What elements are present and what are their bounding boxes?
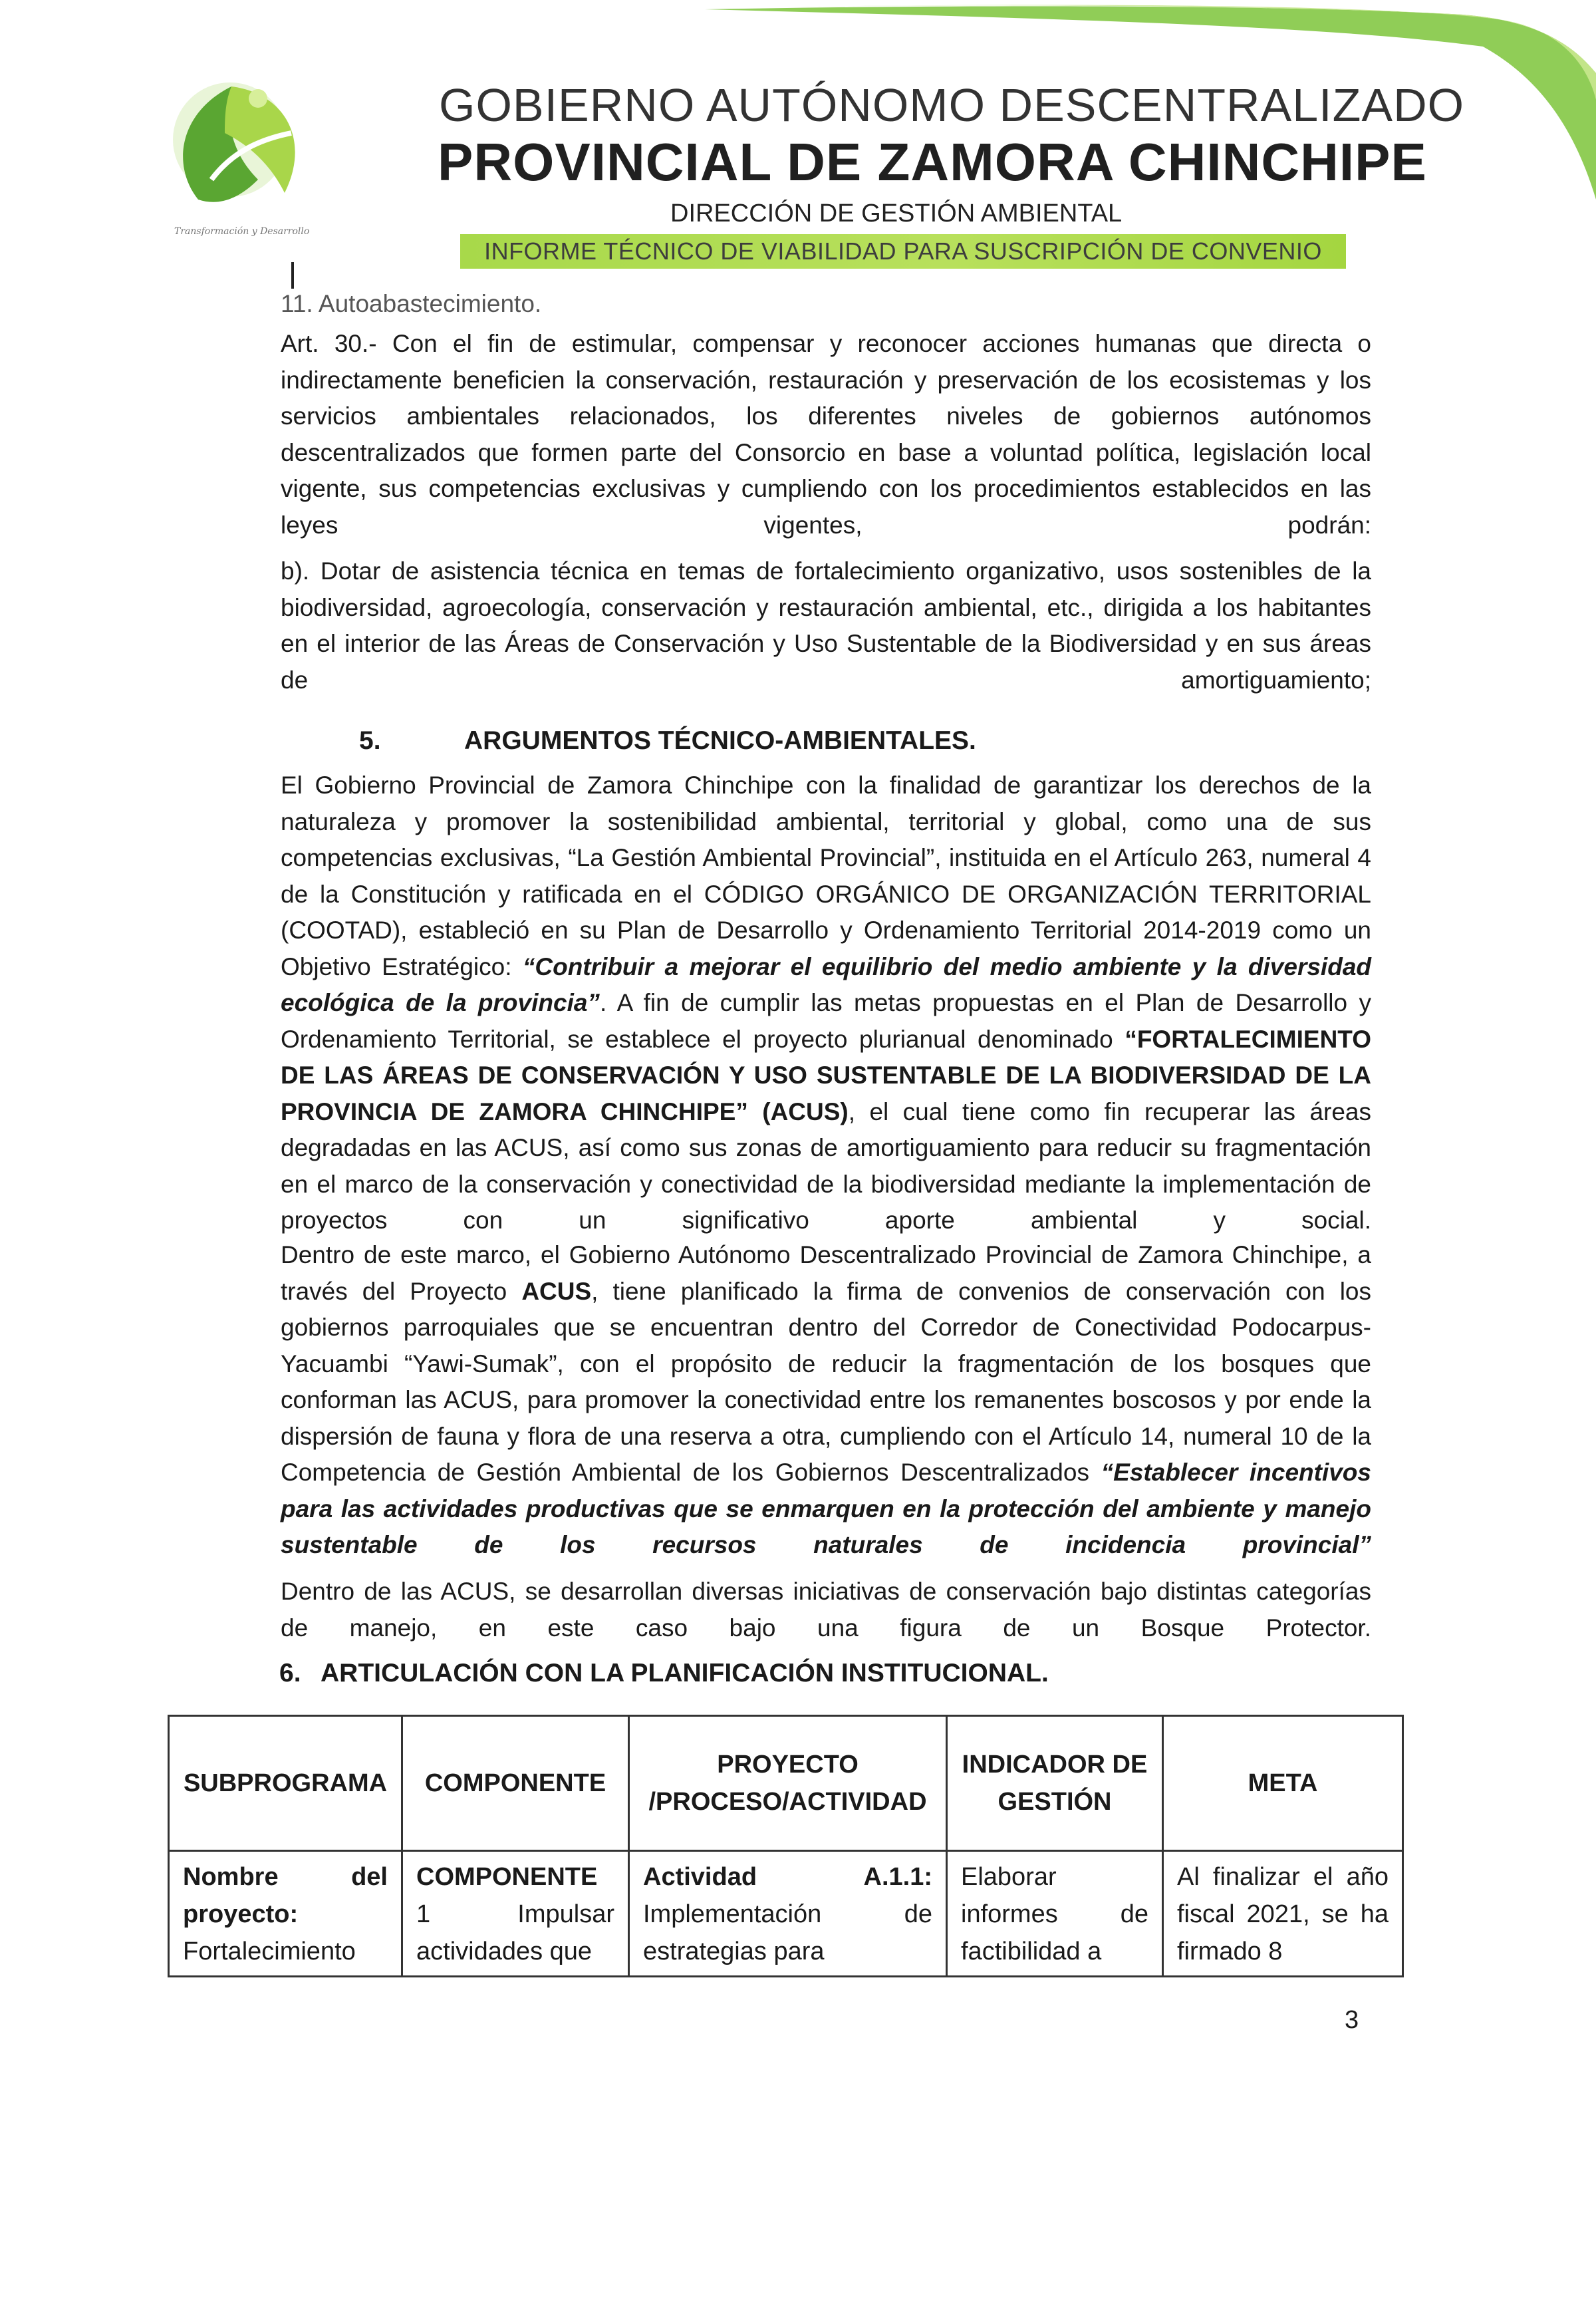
p2-text-a: Dentro de este marco, el Gobierno Autónomo Descentralizado Provincial de Zamora Chinchipe, a través del Proyecto <box>281 1241 1371 1305</box>
header-indicador: INDICADOR DE GESTIÓN <box>947 1716 1163 1851</box>
p1-text-a: El Gobierno Provincial de Zamora Chinchipe con la finalidad de garantizar los derechos de la naturaleza y promover la sostenibilidad ambiental, territorial y global, como una de sus competencias exclusivas, “La Gestión Ambiental Provincial”, instituida en el Artículo 263, numeral 4 de la Constitución y ratificada en el CÓDIGO ORGÁNICO DE ORGANIZACIÓN TERRITORIAL (COOTAD), estableció en su Plan de Desarrollo y Ordenamiento Territorial 2014-2019 como un Objetivo Estratégico: <box>281 772 1371 980</box>
cell-subprograma <box>169 1851 402 1977</box>
acus-framework-paragraph <box>281 1237 1371 1600</box>
header-direction-line: DIRECCIÓN DE GESTIÓN AMBIENTAL <box>670 200 1123 227</box>
cell-meta: Al finalizar el año fiscal 2021, se ha firmado 8 <box>1163 1851 1403 1977</box>
cell-proyecto <box>629 1851 947 1977</box>
cell-subprograma-bold: Nombre del proyecto: <box>183 1863 388 1928</box>
header-province-line: PROVINCIAL DE ZAMORA CHINCHIPE <box>438 132 1427 192</box>
p2-text-c: , tiene planificado la firma de convenios de conservación con los gobiernos parroquiales que se encuentran dentro del Corredor de Conectividad Podocarpus-Yacuambi “Yawi-Sumak”, con el propósito de reducir la fragmentación de los bosques que conforman las ACUS, para promover la conectividad entre los remanentes boscosos y por ende la dispersión de fauna y flora de una reserva a otra, cumpliendo con el Artículo 14, numeral 10 de la Competencia de Gestión Ambiental de los Gobiernos Descentralizados <box>281 1277 1371 1486</box>
header-meta: META <box>1163 1716 1403 1851</box>
p2-acus-bold: ACUS <box>521 1277 592 1305</box>
p1-strategic-objective: “Contribuir a mejorar el equilibrio del medio ambiente y la diversidad ecológica de la provincia” <box>281 952 1371 1016</box>
cell-componente-bold: COMPONENTE <box>416 1863 598 1891</box>
section-6-number: 6. <box>279 1659 301 1687</box>
provincial-leaf-logo <box>152 67 325 226</box>
report-title-banner: INFORME TÉCNICO DE VIABILIDAD PARA SUSCRIPCIÓN DE CONVENIO <box>460 234 1346 269</box>
header-government-line: GOBIERNO AUTÓNOMO DESCENTRALIZADO <box>439 79 1465 131</box>
section-6-title: ARTICULACIÓN CON LA PLANIFICACIÓN INSTITUCIONAL. <box>321 1659 1049 1687</box>
p1-project-name: “FORTALECIMIENTO DE LAS ÁREAS DE CONSERVACIÓN Y USO SUSTENTABLE DE LA BIODIVERSIDAD DE LA PROVINCIA DE ZAMORA CHINCHIPE” (ACUS) <box>281 1025 1371 1125</box>
table-header-row <box>169 1716 1403 1851</box>
article-30-paragraph: Art. 30.- Con el fin de estimular, compensar y reconocer acciones humanas que directa o indirectamente beneficien la conservación, restauración y preservación de los ecosistemas y los servicios ambientales relacionados, los diferentes niveles de gobiernos autónomos descentralizados que formen parte del Consorcio en base a voluntad política, legislación local vigente, sus competencias exclusivas y cumpliendo con los procedimientos establecidos en las leyes vigentes, podrán: <box>281 330 1371 539</box>
p2-competence-quote: “Establecer incentivos para las actividades productivas que se enmarquen en la protección del ambiente y manejo sustentable de los recursos naturales de incidencia provincial” <box>281 1459 1371 1558</box>
cell-subprograma-rest: Fortalecimiento <box>183 1938 356 1965</box>
page-number: 3 <box>1345 2006 1359 2034</box>
institutional-planning-table <box>168 1715 1404 1977</box>
p1-text-e: , el cual tiene como fin recuperar las áreas degradadas en las ACUS, así como sus zonas de amortiguamiento para reducir su fragmentación en el marco de la conservación y conectividad de la biodiversidad mediante la implementación de proyectos con un significativo aporte ambiental y social. <box>281 1097 1371 1234</box>
p1-text-c: . A fin de cumplir las metas propuestas en el Plan de Desarrollo y Ordenamiento Territorial, se establece el proyecto plurianual denominado <box>281 989 1371 1053</box>
section-5-title: ARGUMENTOS TÉCNICO-AMBIENTALES. <box>464 726 976 755</box>
cell-componente-rest: 1 Impulsar actividades que <box>416 1900 614 1965</box>
item-b-paragraph: b). Dotar de asistencia técnica en temas de fortalecimiento organizativo, usos sostenibles de la biodiversidad, agroecología, conservación y restauración ambiental, etc., dirigida a los habitantes en el interior de las Áreas de Conservación y Uso Sustentable de la Biodiversidad y en sus áreas de amortiguamiento; <box>281 557 1371 694</box>
acus-categories-paragraph: Dentro de las ACUS, se desarrollan diversas iniciativas de conservación bajo distintas categorías de manejo, en este caso bajo una figura de un Bosque Protector. <box>281 1578 1371 1642</box>
table-row <box>169 1851 1403 1977</box>
header-proyecto: PROYECTO /PROCESO/ACTIVIDAD <box>629 1716 947 1851</box>
technical-arguments-paragraph <box>281 768 1371 1275</box>
section-5-number: 5. <box>359 726 381 755</box>
cell-proyecto-rest: Implementación de estrategias para <box>643 1900 932 1965</box>
section-5-heading <box>359 726 976 756</box>
item-11-text: 11. Autoabastecimiento. <box>281 290 542 317</box>
header-subprograma: SUBPROGRAMA <box>169 1716 402 1851</box>
header-componente: COMPONENTE <box>402 1716 629 1851</box>
cell-indicador: Elaborar informes de factibilidad a <box>947 1851 1163 1977</box>
cell-componente <box>402 1851 629 1977</box>
vertical-mark <box>291 262 294 289</box>
section-6-heading <box>279 1659 1049 1688</box>
cell-proyecto-bold: Actividad A.1.1: <box>643 1863 932 1891</box>
logo-caption: Transformación y Desarrollo <box>174 226 310 237</box>
